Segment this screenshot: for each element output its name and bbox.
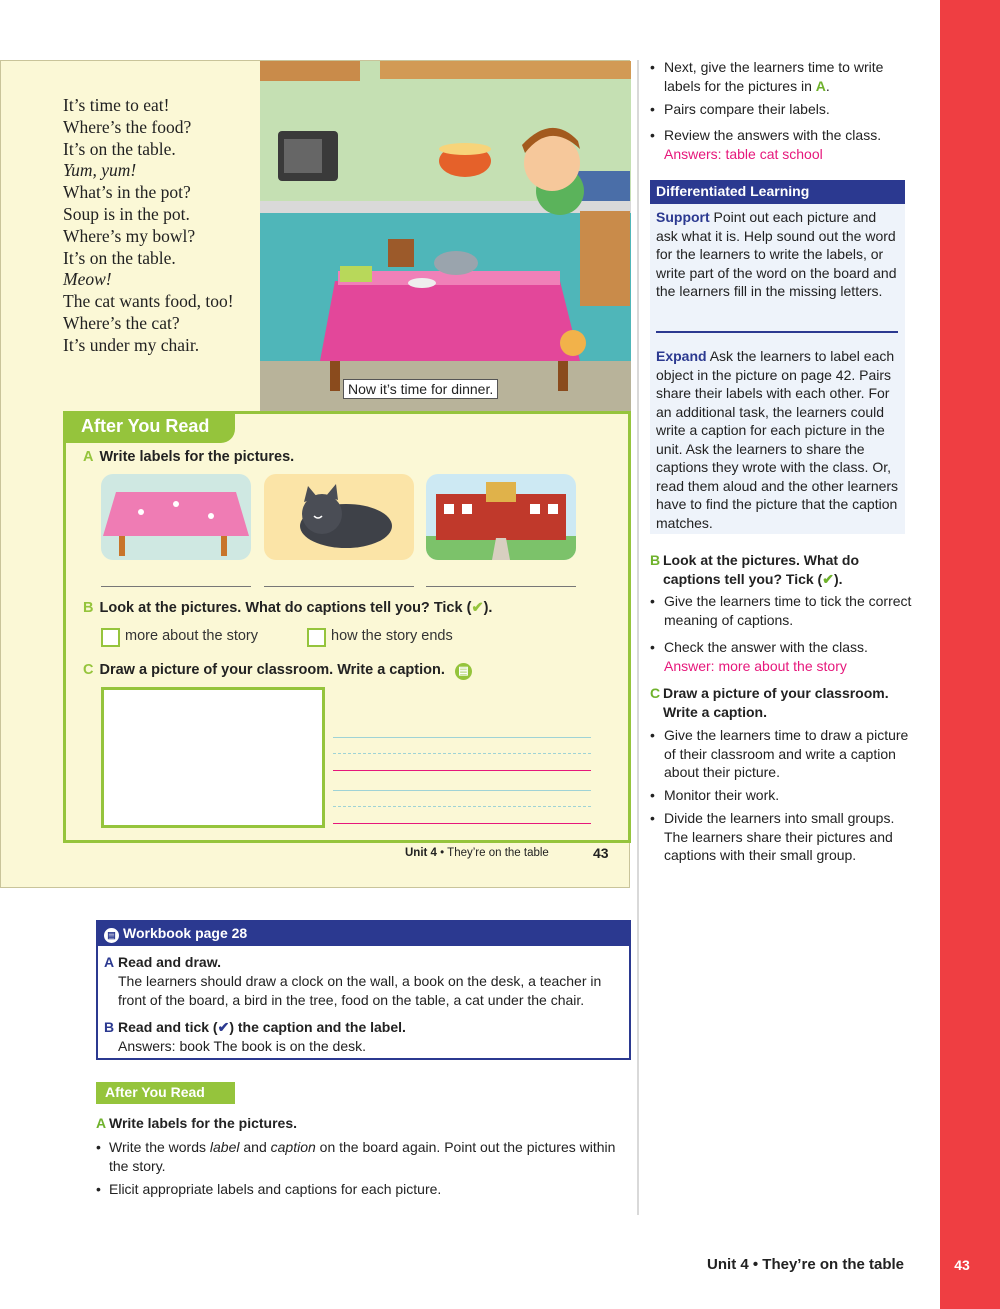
activity-letter: B — [83, 600, 94, 616]
cat-picture — [264, 474, 414, 560]
section-letter: A — [96, 1115, 107, 1131]
table-picture — [101, 474, 251, 560]
option-label-2: how the story ends — [331, 628, 453, 644]
differentiated-learning-heading: Differentiated Learning — [650, 180, 905, 204]
tick-icon: ✔ — [822, 570, 834, 587]
note-bullet — [650, 126, 912, 163]
note-text: Review the answers with the class. — [664, 127, 882, 143]
story-line: Where’s my bowl? — [63, 225, 196, 246]
workbook-task: Read and tick ( — [118, 1019, 218, 1035]
workbook-task-end: ) the caption and the label. — [229, 1019, 406, 1035]
note-text: and — [239, 1139, 271, 1155]
section-letter: B — [650, 552, 661, 568]
workbook-a — [104, 953, 624, 972]
column-divider — [637, 60, 639, 1215]
section-text: Look at the pictures. What do captions tell you? Tick ( — [663, 552, 860, 587]
writing-line — [333, 737, 591, 738]
note-italic: label — [209, 1139, 240, 1155]
student-page-footer — [405, 847, 549, 859]
writing-line — [333, 770, 591, 771]
note-bullet — [650, 809, 912, 865]
note-text: Next, give the learners time to write labels for the pictures in — [664, 59, 884, 94]
student-page — [0, 60, 630, 888]
note-bullet — [650, 100, 912, 119]
note-text: Divide the learners into small groups. The learners share their pictures and captions with their small group. — [664, 810, 895, 863]
answer-text: Answers: table cat school — [664, 145, 823, 162]
workbook-letter: A — [104, 954, 115, 970]
story-line: Yum, yum! — [63, 160, 137, 181]
page-number: 43 — [954, 1257, 970, 1273]
writing-line — [333, 806, 591, 807]
story-line: Where’s the food? — [63, 116, 192, 137]
story-line: Where’s the cat? — [63, 312, 180, 333]
activity-text: Write labels for the pictures. — [99, 449, 295, 465]
activity-text: Look at the pictures. What do captions tell you? Tick ( — [99, 600, 472, 616]
answer-text: Answer: more about the story — [664, 657, 847, 674]
note-bullet — [650, 638, 912, 675]
writing-line — [333, 790, 591, 791]
activity-letter: C — [83, 662, 94, 678]
note-letter: A — [815, 77, 826, 94]
support-key: Support — [656, 209, 710, 225]
note-text: Check the answer with the class. — [664, 639, 868, 655]
section-text-end: ). — [833, 570, 843, 587]
note-bullet — [96, 1138, 631, 1175]
footer-unit: Unit 4 — [405, 847, 437, 859]
workbook-box — [96, 920, 631, 1060]
student-page-number: 43 — [593, 845, 609, 861]
section-text: Write labels for the pictures. — [109, 1115, 298, 1131]
activity-text-end: ). — [483, 600, 493, 616]
workbook-task: Read and draw. — [118, 954, 221, 970]
section-text: Draw a picture of your classroom. Write a caption. — [663, 685, 889, 720]
section-b-heading — [650, 551, 912, 588]
label-line — [426, 586, 576, 587]
expand-note — [656, 347, 900, 532]
divider — [656, 331, 898, 333]
story-line: What’s in the pot? — [63, 182, 191, 203]
activity-b — [83, 600, 492, 616]
support-text: Point out each picture and ask what it is. Help sound out the word for the learners to write the labels, or write part of the word on the board and the learners fill in the missing letters. — [656, 209, 897, 299]
note-text: on the board again. Point out the pictures within the story. — [109, 1139, 616, 1174]
workbook-b-answer: Answers: book The book is on the desk. — [118, 1038, 366, 1054]
note-text-end: . — [825, 77, 830, 94]
story-line: Soup is in the pot. — [63, 203, 190, 224]
story-line: Meow! — [63, 269, 112, 290]
story-text — [63, 95, 234, 357]
story-line: It’s under my chair. — [63, 334, 200, 355]
writing-line — [333, 753, 591, 754]
footer-title: They’re on the table — [447, 847, 549, 859]
note-text: Pairs compare their labels. — [664, 101, 830, 117]
story-line: It’s on the table. — [63, 138, 176, 159]
after-you-read-a — [96, 1114, 631, 1133]
label-line — [264, 586, 414, 587]
workbook-heading — [98, 922, 629, 946]
story-line: It’s time to eat! — [63, 95, 170, 115]
side-color-strip — [940, 0, 1000, 1309]
note-bullet — [96, 1180, 631, 1199]
writing-line — [333, 823, 591, 824]
illustration-caption: Now it’s time for dinner. — [343, 379, 498, 399]
workbook-icon: ▤ — [104, 928, 119, 943]
school-picture — [426, 474, 576, 560]
expand-text: Ask the learners to label each object in the picture on page 42. Pairs share their labels with each other. For an additional task, the learners could write a caption for each picture in the unit. Ask the learners to share the captions they wrote with the class. Or, read them aloud and the other learners have to find the picture that the caption matches. — [656, 348, 899, 531]
option-checkbox-1[interactable] — [101, 628, 120, 647]
tick-icon: ✔ — [217, 1019, 230, 1035]
drawing-box[interactable] — [101, 687, 325, 828]
tick-icon: ✔ — [471, 600, 484, 616]
section-c-heading — [650, 684, 912, 721]
option-checkbox-2[interactable] — [307, 628, 326, 647]
activity-c — [83, 662, 472, 680]
footer-unit-title: Unit 4 • They’re on the table — [707, 1256, 904, 1273]
after-you-read-notes-heading: After You Read — [96, 1082, 235, 1104]
kitchen-illustration — [260, 61, 631, 411]
story-line: It’s on the table. — [63, 247, 176, 268]
workbook-letter: B — [104, 1019, 115, 1035]
label-line — [101, 586, 251, 587]
footer-sep: • — [436, 847, 448, 859]
activity-a — [83, 449, 294, 465]
expand-key: Expand — [656, 348, 707, 364]
workbook-b — [104, 1018, 624, 1037]
story-line: The cat wants food, too! — [63, 291, 234, 312]
note-text: Monitor their work. — [664, 787, 780, 803]
note-bullet — [650, 786, 912, 805]
note-bullet — [650, 592, 912, 629]
note-bullet — [650, 58, 912, 95]
note-italic: caption — [270, 1139, 316, 1155]
activity-text: Draw a picture of your classroom. Write a caption. — [99, 662, 445, 678]
workbook-title: Workbook page 28 — [123, 925, 248, 941]
note-text: Elicit appropriate labels and captions for each picture. — [109, 1181, 442, 1197]
workbook-a-answer: The learners should draw a clock on the wall, a book on the desk, a teacher in front of the board, a bird in the tree, food on the table, a cat under the chair. — [118, 973, 602, 1008]
support-note — [656, 208, 900, 301]
note-text: Give the learners time to tick the correct meaning of captions. — [664, 593, 912, 628]
activity-letter: A — [83, 449, 94, 465]
after-you-read-heading: After You Read — [63, 411, 235, 443]
section-letter: C — [650, 685, 661, 701]
book-icon: ▤ — [455, 663, 472, 680]
note-bullet — [650, 726, 912, 782]
note-text: Give the learners time to draw a picture of their classroom and write a caption about their picture. — [664, 727, 909, 780]
option-label-1: more about the story — [125, 628, 258, 644]
note-text: Write the words — [109, 1139, 210, 1155]
